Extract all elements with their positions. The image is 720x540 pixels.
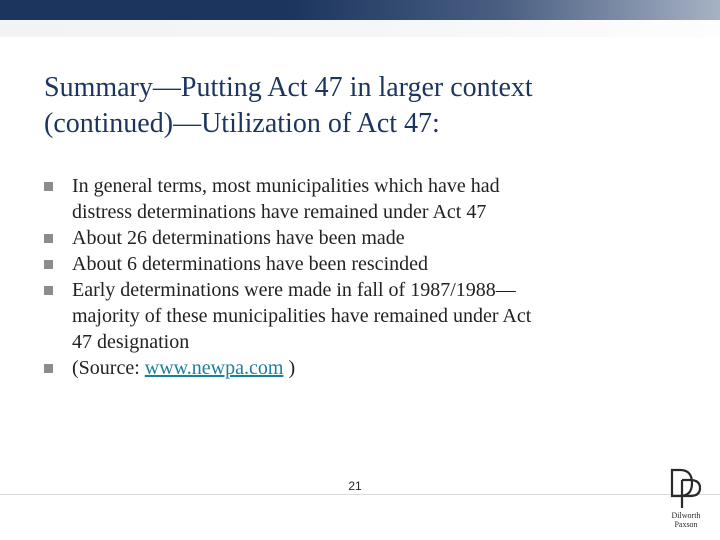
square-bullet-icon <box>44 286 53 295</box>
bullet-4-line-2: majority of these municipalities have remained under Act <box>72 305 532 327</box>
square-bullet-icon <box>44 260 53 269</box>
bullet-item-4 <box>44 277 644 355</box>
header-band <box>0 20 720 37</box>
logo-name-line-1: Dilworth <box>671 511 701 520</box>
slide-title-line-2: (continued)—Utilization of Act 47: <box>44 108 440 139</box>
square-bullet-icon <box>44 234 53 243</box>
source-link[interactable]: www.newpa.com <box>144 357 284 379</box>
bullet-list <box>44 173 644 381</box>
bullet-2-line-1: About 26 determinations have been made <box>72 227 405 249</box>
bullet-item-source <box>44 355 644 381</box>
dilworth-paxson-logo <box>662 466 710 530</box>
bullet-4-line-3: 47 designation <box>72 331 190 353</box>
bullet-3-line-1: About 6 determinations have been rescinded <box>72 253 428 275</box>
bullet-item-2 <box>44 225 644 251</box>
square-bullet-icon <box>44 182 53 191</box>
bullet-1-line-1: In general terms, most municipalities which have had <box>72 175 500 197</box>
square-bullet-icon <box>44 364 53 373</box>
footer-rule <box>0 494 720 495</box>
logo-name-line-2: Paxson <box>674 520 698 529</box>
source-prefix: (Source: <box>72 357 145 379</box>
slide-title <box>44 70 684 142</box>
bullet-item-1 <box>44 173 644 225</box>
slide-title-line-1: Summary—Putting Act 47 in larger context <box>44 72 533 103</box>
bullet-1-line-2: distress determinations have remained under Act 47 <box>72 201 487 223</box>
header-bar <box>0 0 720 20</box>
source-line <box>72 355 644 381</box>
bullet-4-line-1: Early determinations were made in fall of 1987/1988— <box>72 279 516 301</box>
source-suffix: ) <box>283 357 296 379</box>
bullet-item-3 <box>44 251 644 277</box>
page-number: 21 <box>348 479 362 493</box>
